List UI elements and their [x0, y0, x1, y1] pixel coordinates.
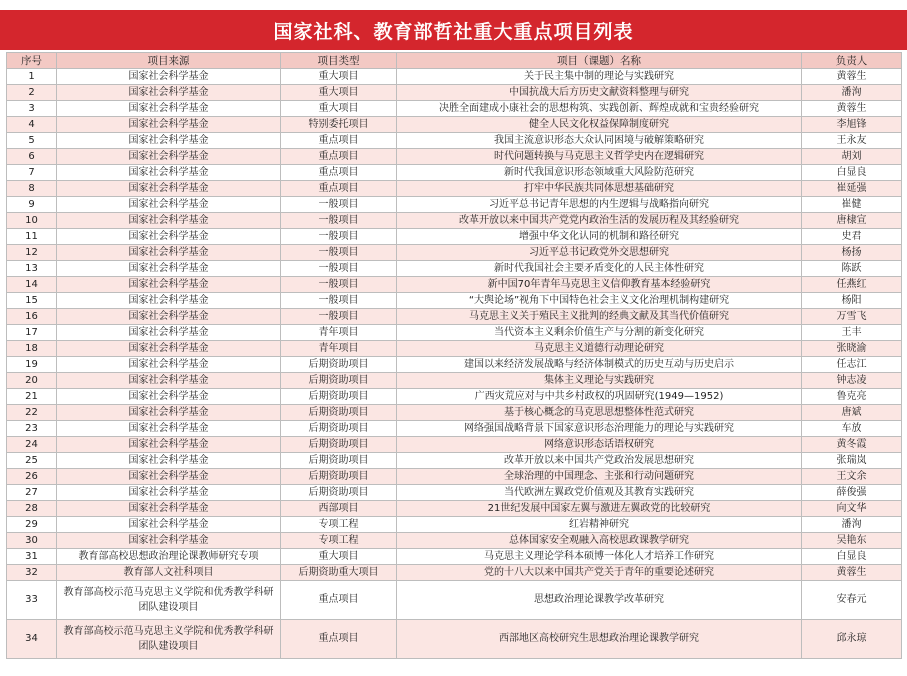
cell-leader: 崔延强	[802, 181, 902, 197]
table-row	[7, 405, 902, 421]
cell-type: 一般项目	[281, 197, 397, 213]
cell-number: 4	[7, 117, 57, 133]
table-row	[7, 453, 902, 469]
cell-leader: 王丰	[802, 325, 902, 341]
cell-project-name: 习近平总书记青年思想的内生逻辑与战略指向研究	[397, 197, 802, 213]
cell-project-name: 集体主义理论与实践研究	[397, 373, 802, 389]
cell-project-name: “大舆论场”视角下中国特色社会主义文化治理机制构建研究	[397, 293, 802, 309]
cell-leader: 杨阳	[802, 293, 902, 309]
cell-leader: 黄蓉生	[802, 565, 902, 581]
cell-source: 国家社会科学基金	[57, 405, 281, 421]
cell-source: 教育部人文社科项目	[57, 565, 281, 581]
cell-source: 国家社会科学基金	[57, 373, 281, 389]
cell-type: 重点项目	[281, 620, 397, 659]
table-row	[7, 565, 902, 581]
cell-number: 24	[7, 437, 57, 453]
table-row	[7, 165, 902, 181]
cell-type: 后期资助项目	[281, 373, 397, 389]
cell-project-name: 全球治理的中国理念、主张和行动问题研究	[397, 469, 802, 485]
cell-project-name: 健全人民文化权益保障制度研究	[397, 117, 802, 133]
cell-number: 28	[7, 501, 57, 517]
table-row	[7, 373, 902, 389]
cell-source: 国家社会科学基金	[57, 101, 281, 117]
column-header-number: 序号	[7, 53, 57, 69]
cell-number: 8	[7, 181, 57, 197]
cell-leader: 向文华	[802, 501, 902, 517]
cell-leader: 胡刘	[802, 149, 902, 165]
cell-number: 17	[7, 325, 57, 341]
cell-type: 重点项目	[281, 149, 397, 165]
cell-number: 26	[7, 469, 57, 485]
cell-type: 后期资助项目	[281, 453, 397, 469]
cell-project-name: 我国主流意识形态大众认同困境与破解策略研究	[397, 133, 802, 149]
table-row	[7, 293, 902, 309]
table-row	[7, 69, 902, 85]
cell-type: 一般项目	[281, 293, 397, 309]
cell-number: 33	[7, 581, 57, 620]
cell-type: 重大项目	[281, 101, 397, 117]
cell-leader: 王永友	[802, 133, 902, 149]
cell-source: 国家社会科学基金	[57, 197, 281, 213]
cell-leader: 任志江	[802, 357, 902, 373]
cell-type: 一般项目	[281, 229, 397, 245]
cell-source: 国家社会科学基金	[57, 389, 281, 405]
cell-source: 国家社会科学基金	[57, 533, 281, 549]
table-body	[7, 69, 902, 659]
cell-number: 16	[7, 309, 57, 325]
cell-type: 特别委托项目	[281, 117, 397, 133]
cell-project-name: 决胜全面建成小康社会的思想构筑、实践创新、辉煌成就和宝贵经验研究	[397, 101, 802, 117]
cell-type: 重点项目	[281, 181, 397, 197]
cell-number: 19	[7, 357, 57, 373]
table-row	[7, 213, 902, 229]
table-row	[7, 501, 902, 517]
cell-project-name: 关于民主集中制的理论与实践研究	[397, 69, 802, 85]
cell-type: 一般项目	[281, 277, 397, 293]
cell-number: 10	[7, 213, 57, 229]
cell-leader: 潘洵	[802, 85, 902, 101]
cell-type: 西部项目	[281, 501, 397, 517]
cell-source: 国家社会科学基金	[57, 421, 281, 437]
cell-project-name: 建国以来经济发展战略与经济体制模式的历史互动与历史启示	[397, 357, 802, 373]
cell-source: 教育部高校思想政治理论课教师研究专项	[57, 549, 281, 565]
table-row	[7, 245, 902, 261]
cell-leader: 潘洵	[802, 517, 902, 533]
cell-number: 18	[7, 341, 57, 357]
table-row	[7, 117, 902, 133]
cell-source: 国家社会科学基金	[57, 165, 281, 181]
cell-type: 重大项目	[281, 549, 397, 565]
table-row	[7, 421, 902, 437]
cell-source: 国家社会科学基金	[57, 181, 281, 197]
cell-leader: 张晓渝	[802, 341, 902, 357]
cell-leader: 鲁克亮	[802, 389, 902, 405]
cell-type: 后期资助项目	[281, 469, 397, 485]
table-row	[7, 261, 902, 277]
table-row	[7, 517, 902, 533]
cell-project-name: 基于核心概念的马克思思想整体性范式研究	[397, 405, 802, 421]
table-row	[7, 133, 902, 149]
table-row	[7, 469, 902, 485]
cell-type: 一般项目	[281, 261, 397, 277]
cell-leader: 唐棣宣	[802, 213, 902, 229]
cell-source: 国家社会科学基金	[57, 213, 281, 229]
cell-project-name: 当代欧洲左翼政党价值观及其教育实践研究	[397, 485, 802, 501]
cell-source: 国家社会科学基金	[57, 277, 281, 293]
cell-source: 国家社会科学基金	[57, 309, 281, 325]
cell-leader: 陈跃	[802, 261, 902, 277]
cell-type: 后期资助项目	[281, 437, 397, 453]
cell-number: 3	[7, 101, 57, 117]
table-row	[7, 149, 902, 165]
cell-source: 国家社会科学基金	[57, 357, 281, 373]
cell-leader: 王文余	[802, 469, 902, 485]
cell-source: 国家社会科学基金	[57, 261, 281, 277]
cell-type: 重点项目	[281, 133, 397, 149]
cell-leader: 万雪飞	[802, 309, 902, 325]
cell-source: 国家社会科学基金	[57, 117, 281, 133]
cell-number: 25	[7, 453, 57, 469]
cell-number: 11	[7, 229, 57, 245]
cell-type: 重大项目	[281, 69, 397, 85]
cell-number: 23	[7, 421, 57, 437]
cell-leader: 吴艳东	[802, 533, 902, 549]
cell-source: 教育部高校示范马克思主义学院和优秀教学科研团队建设项目	[57, 581, 281, 620]
cell-type: 专项工程	[281, 517, 397, 533]
cell-project-name: 新时代我国意识形态领域重大风险防范研究	[397, 165, 802, 181]
cell-project-name: 21世纪发展中国家左翼与激进左翼政党的比较研究	[397, 501, 802, 517]
cell-number: 21	[7, 389, 57, 405]
cell-number: 34	[7, 620, 57, 659]
table-title: 国家社科、教育部哲社重大重点项目列表	[0, 10, 907, 50]
cell-project-name: 党的十八大以来中国共产党关于青年的重要论述研究	[397, 565, 802, 581]
cell-project-name: 改革开放以来中国共产党党内政治生活的发展历程及其经验研究	[397, 213, 802, 229]
cell-project-name: 习近平总书记政党外交思想研究	[397, 245, 802, 261]
column-header-source: 项目来源	[57, 53, 281, 69]
cell-source: 国家社会科学基金	[57, 437, 281, 453]
cell-leader: 车放	[802, 421, 902, 437]
cell-leader: 黄冬霞	[802, 437, 902, 453]
cell-leader: 李旭锋	[802, 117, 902, 133]
cell-source: 国家社会科学基金	[57, 485, 281, 501]
cell-type: 后期资助重大项目	[281, 565, 397, 581]
cell-type: 重点项目	[281, 165, 397, 181]
cell-number: 12	[7, 245, 57, 261]
cell-source: 国家社会科学基金	[57, 245, 281, 261]
cell-type: 重大项目	[281, 85, 397, 101]
cell-source: 国家社会科学基金	[57, 453, 281, 469]
cell-project-name: 红岩精神研究	[397, 517, 802, 533]
table-row	[7, 309, 902, 325]
table-row	[7, 181, 902, 197]
cell-type: 后期资助项目	[281, 357, 397, 373]
table-row	[7, 229, 902, 245]
cell-type: 后期资助项目	[281, 485, 397, 501]
cell-project-name: 增强中华文化认同的机制和路径研究	[397, 229, 802, 245]
cell-leader: 薛俊强	[802, 485, 902, 501]
cell-number: 13	[7, 261, 57, 277]
cell-project-name: 思想政治理论课教学改革研究	[397, 581, 802, 620]
cell-source: 国家社会科学基金	[57, 69, 281, 85]
cell-project-name: 打牢中华民族共同体思想基础研究	[397, 181, 802, 197]
cell-leader: 崔健	[802, 197, 902, 213]
cell-source: 国家社会科学基金	[57, 293, 281, 309]
cell-project-name: 新时代我国社会主要矛盾变化的人民主体性研究	[397, 261, 802, 277]
cell-number: 29	[7, 517, 57, 533]
cell-source: 国家社会科学基金	[57, 517, 281, 533]
cell-source: 国家社会科学基金	[57, 133, 281, 149]
cell-project-name: 马克思主义理论学科本硕博一体化人才培养工作研究	[397, 549, 802, 565]
cell-type: 一般项目	[281, 213, 397, 229]
cell-project-name: 总体国家安全观融入高校思政课教学研究	[397, 533, 802, 549]
cell-project-name: 中国抗战大后方历史文献资料整理与研究	[397, 85, 802, 101]
cell-project-name: 马克思主义道德行动理论研究	[397, 341, 802, 357]
cell-project-name: 网络强国战略背景下国家意识形态治理能力的理论与实践研究	[397, 421, 802, 437]
cell-number: 6	[7, 149, 57, 165]
column-header-type: 项目类型	[281, 53, 397, 69]
table-row	[7, 341, 902, 357]
cell-source: 国家社会科学基金	[57, 469, 281, 485]
cell-number: 31	[7, 549, 57, 565]
cell-number: 22	[7, 405, 57, 421]
cell-leader: 安春元	[802, 581, 902, 620]
cell-type: 一般项目	[281, 245, 397, 261]
cell-project-name: 西部地区高校研究生思想政治理论课教学研究	[397, 620, 802, 659]
cell-project-name: 广西灾荒应对与中共乡村政权的巩固研究(1949—1952)	[397, 389, 802, 405]
cell-source: 国家社会科学基金	[57, 325, 281, 341]
table-row	[7, 357, 902, 373]
cell-number: 2	[7, 85, 57, 101]
column-header-name: 项目（课题）名称	[397, 53, 802, 69]
table-row	[7, 325, 902, 341]
table-row	[7, 485, 902, 501]
header-row	[7, 53, 902, 69]
cell-leader: 黄蓉生	[802, 69, 902, 85]
cell-source: 教育部高校示范马克思主义学院和优秀教学科研团队建设项目	[57, 620, 281, 659]
cell-leader: 钟志凌	[802, 373, 902, 389]
cell-source: 国家社会科学基金	[57, 229, 281, 245]
cell-number: 14	[7, 277, 57, 293]
cell-number: 7	[7, 165, 57, 181]
table-row	[7, 197, 902, 213]
cell-number: 5	[7, 133, 57, 149]
table-row	[7, 389, 902, 405]
cell-project-name: 新中国70年青年马克思主义信仰教育基本经验研究	[397, 277, 802, 293]
project-table	[6, 52, 902, 659]
cell-source: 国家社会科学基金	[57, 85, 281, 101]
cell-type: 青年项目	[281, 341, 397, 357]
cell-leader: 黄蓉生	[802, 101, 902, 117]
cell-leader: 张瑞岚	[802, 453, 902, 469]
cell-source: 国家社会科学基金	[57, 501, 281, 517]
table-row	[7, 101, 902, 117]
table-header	[7, 53, 902, 69]
cell-source: 国家社会科学基金	[57, 149, 281, 165]
cell-type: 青年项目	[281, 325, 397, 341]
table-row	[7, 549, 902, 565]
cell-type: 专项工程	[281, 533, 397, 549]
cell-project-name: 网络意识形态话语权研究	[397, 437, 802, 453]
cell-leader: 唐斌	[802, 405, 902, 421]
cell-project-name: 当代资本主义剩余价值生产与分割的新变化研究	[397, 325, 802, 341]
cell-leader: 杨扬	[802, 245, 902, 261]
cell-number: 15	[7, 293, 57, 309]
cell-number: 27	[7, 485, 57, 501]
table-row	[7, 620, 902, 659]
table-row	[7, 533, 902, 549]
cell-number: 1	[7, 69, 57, 85]
cell-type: 一般项目	[281, 309, 397, 325]
column-header-leader: 负责人	[802, 53, 902, 69]
cell-leader: 史君	[802, 229, 902, 245]
cell-number: 20	[7, 373, 57, 389]
table-row	[7, 437, 902, 453]
table-row	[7, 581, 902, 620]
cell-project-name: 马克思主义关于殖民主义批判的经典文献及其当代价值研究	[397, 309, 802, 325]
cell-type: 后期资助项目	[281, 389, 397, 405]
cell-project-name: 改革开放以来中国共产党政治发展思想研究	[397, 453, 802, 469]
cell-leader: 任燕红	[802, 277, 902, 293]
cell-type: 重点项目	[281, 581, 397, 620]
cell-leader: 白显良	[802, 549, 902, 565]
cell-type: 后期资助项目	[281, 421, 397, 437]
cell-number: 9	[7, 197, 57, 213]
cell-source: 国家社会科学基金	[57, 341, 281, 357]
cell-number: 32	[7, 565, 57, 581]
cell-type: 后期资助项目	[281, 405, 397, 421]
cell-number: 30	[7, 533, 57, 549]
table-row	[7, 277, 902, 293]
cell-project-name: 时代问题转换与马克思主义哲学史内在逻辑研究	[397, 149, 802, 165]
cell-leader: 邱永琼	[802, 620, 902, 659]
cell-leader: 白显良	[802, 165, 902, 181]
table-row	[7, 85, 902, 101]
